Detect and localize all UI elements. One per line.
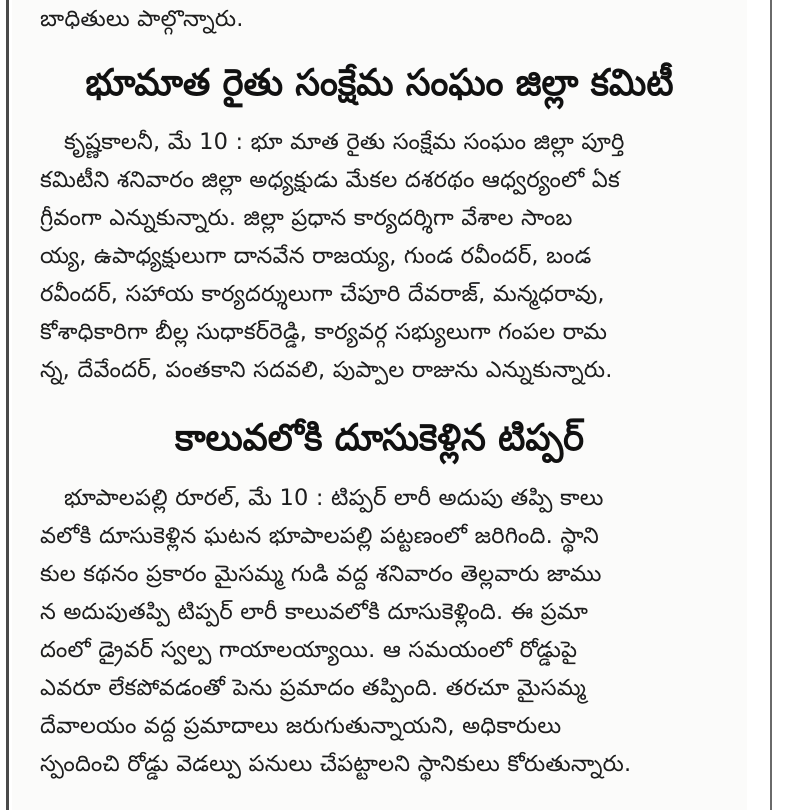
page-border-right — [770, 0, 772, 810]
article3-headline: కాలువలోకి దూసుకెళ్లిన టిప్పర్ — [174, 416, 585, 459]
article2-body-line: కృష్ణకాలనీ, మే 10 : భూ మాత రైతు సంక్షేమ సంఘం జిల్లా పూర్తి — [64, 129, 625, 155]
page-border-left — [6, 0, 9, 810]
article2-body-line: రవీందర్, సహాయ కార్యదర్శులుగా చేపూరి దేవరాజ్, మన్మధరావు, — [40, 281, 605, 307]
article2-body-line: కోశాధికారిగా బీల్ల సుధాకర్‌రెడ్డి, కార్యవర్గ సభ్యులుగా గంపల రామ — [40, 319, 608, 345]
article3-body-line: స్పందించి రోడ్డు వెడల్పు పనులు చేపట్టాలని స్థానికులు కోరుతున్నారు. — [40, 751, 632, 777]
article1-body-line: బాధితులు పాల్గొన్నారు. — [40, 6, 244, 32]
article2-body-line: కమిటీని శనివారం జిల్లా అధ్యక్షుడు మేకల దశరథం ఆధ్వర్యంలో ఏక — [40, 167, 620, 193]
cut-off-text-fragment — [47, 0, 687, 2]
article2-body-line: గ్రీవంగా ఎన్నుకున్నారు. జిల్లా ప్రధాన కార్యదర్శిగా వేశాల సాంబ — [40, 205, 573, 231]
article2-headline: భూమాత రైతు సంక్షేమ సంఘం జిల్లా కమిటీ — [85, 61, 674, 104]
article2-body-line: య్య, ఉపాధ్యక్షులుగా దానవేన రాజయ్య, గుండ రవీందర్, బండ — [40, 243, 592, 269]
article3-body-line: వలోకి దూసుకెళ్లిన ఘటన భూపాలపల్లి పట్టణంలో జరిగింది. స్థాని — [40, 523, 600, 549]
article3-body-line: కుల కథనం ప్రకారం మైసమ్మ గుడి వద్ద శనివారం తెల్లవారు జాము — [40, 561, 602, 587]
article3-body-line: దంలో డ్రైవర్ స్వల్ప గాయాలయ్యాయి. ఆ సమయంలో రోడ్డుపై — [40, 637, 578, 663]
article2-body-line: న్న, దేవేందర్, పంతకాని సదవలి, పుప్పాల రాజును ఎన్నుకున్నారు. — [40, 357, 613, 383]
article3-body-line: న అదుపుతప్పి టిప్పర్ లారీ కాలువలోకి దూసుకెళ్లింది. ఈ ప్రమా — [40, 599, 589, 625]
article3-body-line: భూపాలపల్లి రూరల్, మే 10 : టిప్పర్ లారీ అదుపు తప్పి కాలు — [64, 485, 604, 511]
article3-body-line: ఎవరూ లేకపోవడంతో పెను ప్రమాదం తప్పింది. తరచూ మైసమ్మ — [40, 675, 586, 701]
newspaper-clipping — [12, 0, 747, 810]
article3-body-line: దేవాలయం వద్ద ప్రమాదాలు జరుగుతున్నాయని, అధికారులు — [40, 713, 562, 739]
